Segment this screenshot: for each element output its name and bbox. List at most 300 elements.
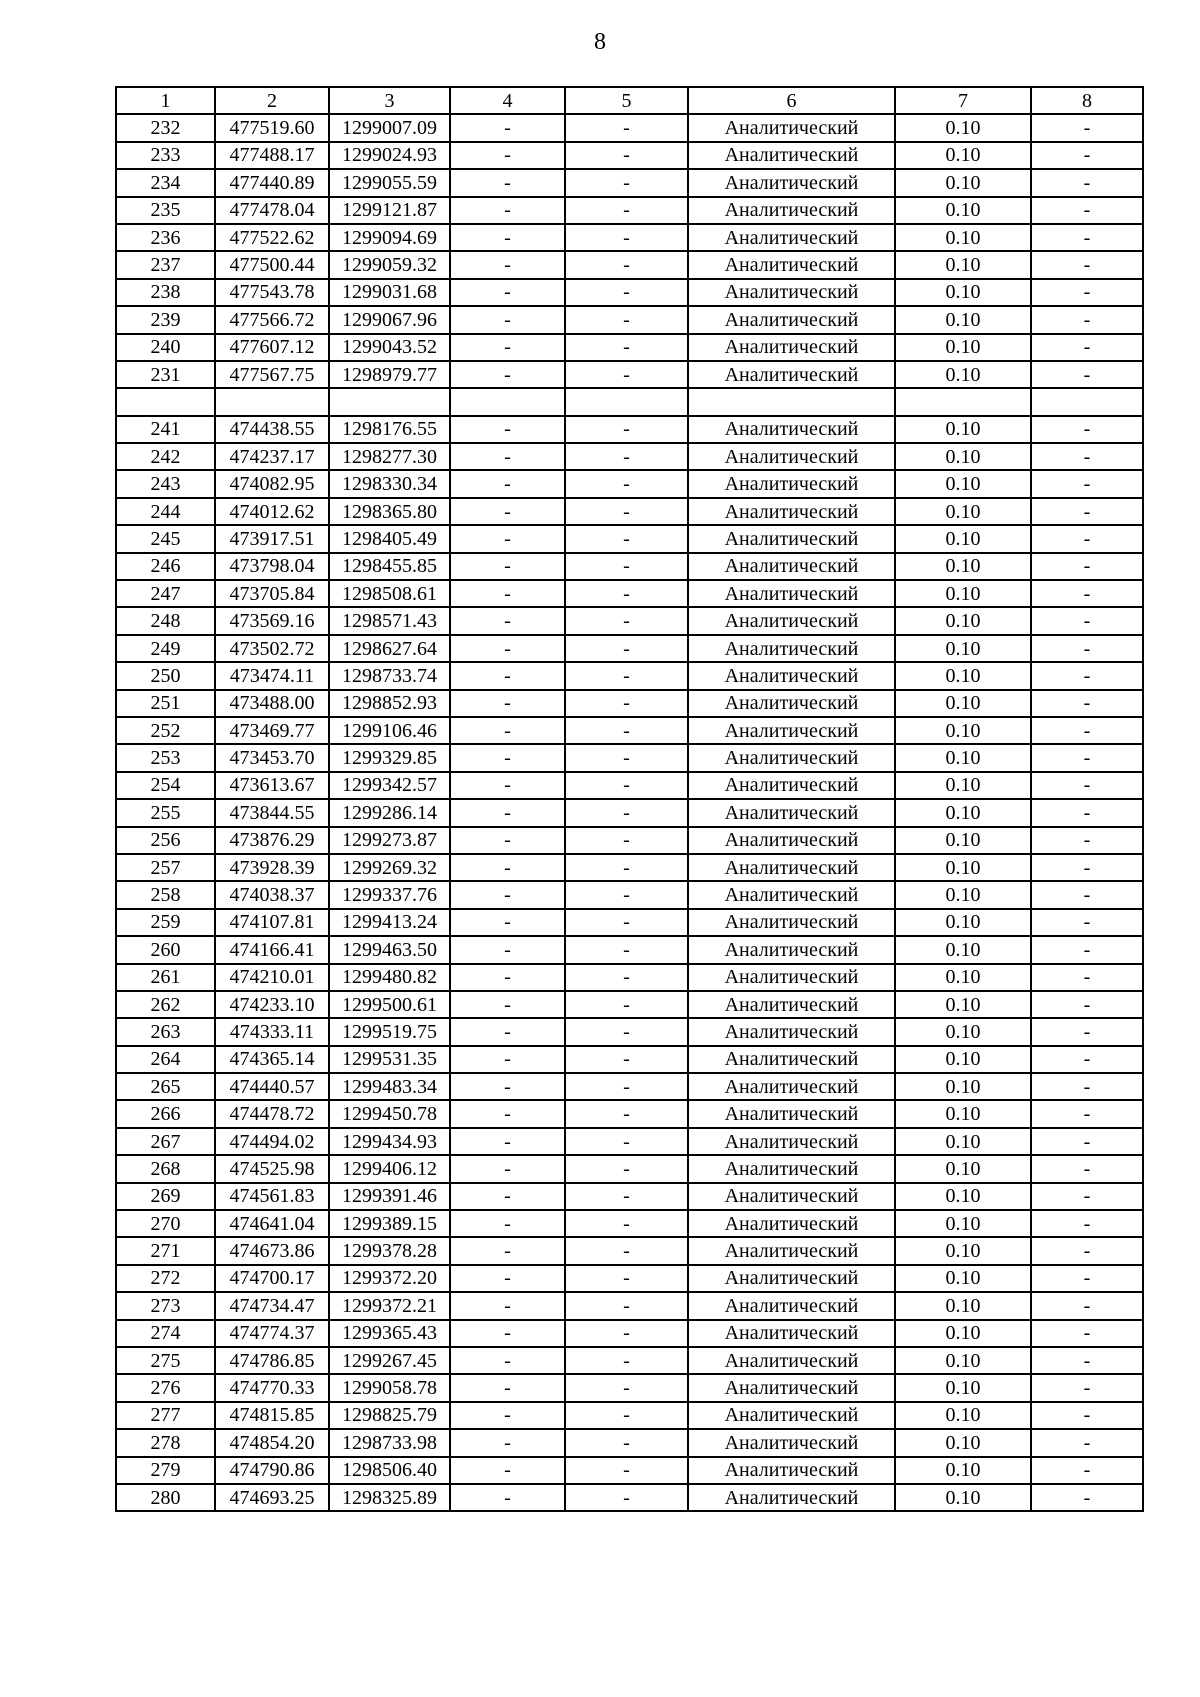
table-cell: 1299406.12	[329, 1155, 450, 1182]
table-cell: -	[450, 1374, 565, 1401]
table-cell: 1299531.35	[329, 1046, 450, 1073]
table-cell: 0.10	[895, 470, 1031, 497]
table-cell: -	[450, 197, 565, 224]
table-cell: -	[1031, 1347, 1143, 1374]
table-cell: -	[1031, 416, 1143, 443]
column-header: 8	[1031, 87, 1143, 114]
table-cell: 1299043.52	[329, 334, 450, 361]
table-cell: -	[1031, 1484, 1143, 1511]
table-cell: -	[450, 114, 565, 141]
table-cell: 474012.62	[215, 498, 329, 525]
table-cell: -	[565, 525, 688, 552]
table-cell: -	[450, 1457, 565, 1484]
table-cell: 0.10	[895, 909, 1031, 936]
table-cell: 255	[116, 799, 215, 826]
table-cell: 0.10	[895, 1155, 1031, 1182]
table-cell: 0.10	[895, 142, 1031, 169]
table-cell: 268	[116, 1155, 215, 1182]
table-cell: 474815.85	[215, 1402, 329, 1429]
table-cell: 0.10	[895, 416, 1031, 443]
table-cell: 244	[116, 498, 215, 525]
table-row	[116, 1402, 1143, 1429]
table-cell: 1298455.85	[329, 553, 450, 580]
table-cell: Аналитический	[688, 306, 895, 333]
table-cell: 270	[116, 1210, 215, 1237]
table-row	[116, 1265, 1143, 1292]
table-row	[116, 635, 1143, 662]
table-cell: 252	[116, 717, 215, 744]
table-cell: 1298330.34	[329, 470, 450, 497]
table-cell: -	[565, 1073, 688, 1100]
table-cell: 477607.12	[215, 334, 329, 361]
table-cell: 0.10	[895, 553, 1031, 580]
table-row	[116, 470, 1143, 497]
table-cell: 0.10	[895, 772, 1031, 799]
table-cell: -	[1031, 279, 1143, 306]
table-cell: 235	[116, 197, 215, 224]
coordinates-table	[115, 86, 1144, 1512]
table-cell: Аналитический	[688, 525, 895, 552]
table-cell: 264	[116, 1046, 215, 1073]
table-cell: -	[450, 1237, 565, 1264]
table-cell: 1299031.68	[329, 279, 450, 306]
table-cell: 474774.37	[215, 1320, 329, 1347]
table-cell: 474641.04	[215, 1210, 329, 1237]
table-cell: Аналитический	[688, 279, 895, 306]
table-cell: 0.10	[895, 662, 1031, 689]
table-cell: 280	[116, 1484, 215, 1511]
table-cell: -	[565, 334, 688, 361]
table-cell: 0.10	[895, 224, 1031, 251]
table-cell: Аналитический	[688, 799, 895, 826]
table-cell: 1298571.43	[329, 607, 450, 634]
table-cell: 1298365.80	[329, 498, 450, 525]
table-cell: 0.10	[895, 744, 1031, 771]
table-row	[116, 1457, 1143, 1484]
table-cell: -	[1031, 1429, 1143, 1456]
table-row	[116, 1046, 1143, 1073]
table-cell: -	[450, 799, 565, 826]
table-cell: 0.10	[895, 1429, 1031, 1456]
table-row	[116, 1100, 1143, 1127]
table-cell: 473469.77	[215, 717, 329, 744]
table-cell: 0.10	[895, 114, 1031, 141]
table-cell: 1299372.21	[329, 1292, 450, 1319]
table-cell: 0.10	[895, 1347, 1031, 1374]
table-cell: 259	[116, 909, 215, 936]
table-cell: 1299286.14	[329, 799, 450, 826]
table-cell: 1299121.87	[329, 197, 450, 224]
table-cell: 256	[116, 827, 215, 854]
table-cell: 1299483.34	[329, 1073, 450, 1100]
table-body	[116, 114, 1143, 1511]
table-cell: 1299372.20	[329, 1265, 450, 1292]
table-cell: 236	[116, 224, 215, 251]
table-cell: -	[565, 1046, 688, 1073]
table-cell: Аналитический	[688, 1018, 895, 1045]
table-cell: 1299067.96	[329, 306, 450, 333]
table-row	[116, 580, 1143, 607]
table-cell: -	[565, 580, 688, 607]
table-cell: -	[565, 854, 688, 881]
table-cell: -	[565, 169, 688, 196]
table-cell: Аналитический	[688, 1484, 895, 1511]
table-cell: 241	[116, 416, 215, 443]
table-cell: 242	[116, 443, 215, 470]
table-cell: -	[565, 772, 688, 799]
table-cell: Аналитический	[688, 991, 895, 1018]
table-cell: 0.10	[895, 443, 1031, 470]
table-cell: 474770.33	[215, 1374, 329, 1401]
table-cell: 474673.86	[215, 1237, 329, 1264]
table-cell: Аналитический	[688, 1155, 895, 1182]
table-cell: 473917.51	[215, 525, 329, 552]
table-cell: -	[1031, 470, 1143, 497]
table-cell: -	[565, 690, 688, 717]
table-cell: 0.10	[895, 1484, 1031, 1511]
table-cell: 245	[116, 525, 215, 552]
table-cell: 474166.41	[215, 936, 329, 963]
table-cell: -	[1031, 635, 1143, 662]
table-cell: -	[450, 909, 565, 936]
table-cell: 0.10	[895, 1292, 1031, 1319]
table-row	[116, 1210, 1143, 1237]
table-cell	[329, 388, 450, 415]
table-cell: -	[565, 799, 688, 826]
table-cell: 0.10	[895, 1128, 1031, 1155]
table-cell: 474478.72	[215, 1100, 329, 1127]
table-cell: Аналитический	[688, 690, 895, 717]
table-cell: -	[450, 1265, 565, 1292]
table-cell: 0.10	[895, 1265, 1031, 1292]
table-cell: -	[1031, 1100, 1143, 1127]
table-cell: -	[565, 662, 688, 689]
table-cell: 473488.00	[215, 690, 329, 717]
table-cell: -	[450, 1046, 565, 1073]
table-cell: Аналитический	[688, 1265, 895, 1292]
table-cell: 473474.11	[215, 662, 329, 689]
table-cell: Аналитический	[688, 1046, 895, 1073]
table-cell: Аналитический	[688, 607, 895, 634]
table-cell: 0.10	[895, 1210, 1031, 1237]
table-row	[116, 142, 1143, 169]
table-cell: -	[565, 964, 688, 991]
table-cell: 239	[116, 306, 215, 333]
table-cell: 1299365.43	[329, 1320, 450, 1347]
table-cell: -	[1031, 251, 1143, 278]
table-cell: -	[450, 525, 565, 552]
table-cell: -	[450, 470, 565, 497]
table-cell: 477478.04	[215, 197, 329, 224]
table-cell: Аналитический	[688, 772, 895, 799]
table-row	[116, 964, 1143, 991]
table-cell: Аналитический	[688, 251, 895, 278]
table-row	[116, 443, 1143, 470]
table-cell: Аналитический	[688, 1292, 895, 1319]
table-cell: -	[1031, 580, 1143, 607]
table-row	[116, 525, 1143, 552]
table-cell: -	[565, 416, 688, 443]
table-cell: 0.10	[895, 334, 1031, 361]
table-cell: 0.10	[895, 1320, 1031, 1347]
table-cell: 231	[116, 361, 215, 388]
table-cell: 0.10	[895, 1402, 1031, 1429]
table-cell: Аналитический	[688, 361, 895, 388]
table-cell: 1299519.75	[329, 1018, 450, 1045]
table-cell: 1298405.49	[329, 525, 450, 552]
table-cell: Аналитический	[688, 881, 895, 908]
table-cell: 278	[116, 1429, 215, 1456]
table-cell: -	[565, 717, 688, 744]
table-cell: -	[450, 1347, 565, 1374]
table-cell: Аналитический	[688, 717, 895, 744]
table-cell: -	[565, 443, 688, 470]
table-cell: 1299058.78	[329, 1374, 450, 1401]
table-cell: 474693.25	[215, 1484, 329, 1511]
table-cell: -	[565, 251, 688, 278]
table-cell: 1299024.93	[329, 142, 450, 169]
table-row	[116, 416, 1143, 443]
table-cell: -	[565, 114, 688, 141]
table-cell: -	[450, 1018, 565, 1045]
table-cell: -	[565, 881, 688, 908]
table-row	[116, 388, 1143, 415]
table-cell: 234	[116, 169, 215, 196]
table-cell: 477488.17	[215, 142, 329, 169]
table-cell: Аналитический	[688, 854, 895, 881]
column-header: 2	[215, 87, 329, 114]
table-cell: 0.10	[895, 1183, 1031, 1210]
table-cell: 1299413.24	[329, 909, 450, 936]
table-cell: -	[450, 334, 565, 361]
table-cell: 477440.89	[215, 169, 329, 196]
table-cell: 0.10	[895, 607, 1031, 634]
table-cell: -	[450, 361, 565, 388]
table-cell: 474107.81	[215, 909, 329, 936]
table-row	[116, 498, 1143, 525]
table-cell: -	[565, 1320, 688, 1347]
table-cell: Аналитический	[688, 1347, 895, 1374]
table-cell: -	[1031, 964, 1143, 991]
table-cell: 243	[116, 470, 215, 497]
table-cell	[215, 388, 329, 415]
table-cell: 258	[116, 881, 215, 908]
table-cell: Аналитический	[688, 1402, 895, 1429]
table-cell: -	[565, 1018, 688, 1045]
table-row	[116, 169, 1143, 196]
table-cell: 1299094.69	[329, 224, 450, 251]
table-cell: 473798.04	[215, 553, 329, 580]
table-cell: -	[450, 1073, 565, 1100]
table-cell: 0.10	[895, 1018, 1031, 1045]
table-cell: 277	[116, 1402, 215, 1429]
table-row	[116, 1018, 1143, 1045]
table-cell: Аналитический	[688, 169, 895, 196]
table-row	[116, 1484, 1143, 1511]
table-cell: -	[450, 662, 565, 689]
table-cell: 474233.10	[215, 991, 329, 1018]
table-cell: 0.10	[895, 1073, 1031, 1100]
table-cell: 276	[116, 1374, 215, 1401]
table-cell: -	[450, 607, 565, 634]
table-cell: 250	[116, 662, 215, 689]
table-cell: 262	[116, 991, 215, 1018]
table-cell	[565, 388, 688, 415]
table-cell: 1298325.89	[329, 1484, 450, 1511]
table-cell: 474333.11	[215, 1018, 329, 1045]
table-cell: -	[565, 1484, 688, 1511]
table-cell: 0.10	[895, 197, 1031, 224]
table-cell: 0.10	[895, 306, 1031, 333]
table-cell: Аналитический	[688, 443, 895, 470]
table-cell: -	[1031, 1210, 1143, 1237]
table-cell: -	[1031, 224, 1143, 251]
table-cell: Аналитический	[688, 1320, 895, 1347]
table-cell: 0.10	[895, 827, 1031, 854]
table-cell: 0.10	[895, 690, 1031, 717]
table-cell: 474440.57	[215, 1073, 329, 1100]
table-cell: 474786.85	[215, 1347, 329, 1374]
table-cell: -	[1031, 1237, 1143, 1264]
table-cell: Аналитический	[688, 224, 895, 251]
table-cell: 1299007.09	[329, 114, 450, 141]
table-cell: 0.10	[895, 1046, 1031, 1073]
table-row	[116, 334, 1143, 361]
table-cell	[1031, 388, 1143, 415]
table-cell: Аналитический	[688, 114, 895, 141]
table-cell: 269	[116, 1183, 215, 1210]
table-row	[116, 1292, 1143, 1319]
table-cell: 473453.70	[215, 744, 329, 771]
table-cell: 1298506.40	[329, 1457, 450, 1484]
table-cell: 474734.47	[215, 1292, 329, 1319]
table-cell: -	[1031, 525, 1143, 552]
table-cell: -	[450, 717, 565, 744]
table-cell: -	[1031, 334, 1143, 361]
table-cell: -	[565, 142, 688, 169]
table-cell: 1299269.32	[329, 854, 450, 881]
table-cell: Аналитический	[688, 553, 895, 580]
table-cell: 265	[116, 1073, 215, 1100]
table-cell: Аналитический	[688, 334, 895, 361]
table-cell: -	[450, 580, 565, 607]
table-cell: -	[565, 553, 688, 580]
table-cell: 1298508.61	[329, 580, 450, 607]
column-header: 3	[329, 87, 450, 114]
table-cell: 254	[116, 772, 215, 799]
table-cell: Аналитический	[688, 1210, 895, 1237]
table-cell: 1298627.64	[329, 635, 450, 662]
table-cell: 240	[116, 334, 215, 361]
table-row	[116, 1347, 1143, 1374]
table-cell: 274	[116, 1320, 215, 1347]
table-cell: -	[1031, 991, 1143, 1018]
table-cell: -	[565, 1374, 688, 1401]
table-cell: -	[1031, 854, 1143, 881]
table-row	[116, 279, 1143, 306]
table-cell: 271	[116, 1237, 215, 1264]
table-cell: 1299389.15	[329, 1210, 450, 1237]
table-cell: 0.10	[895, 1100, 1031, 1127]
table-cell: 474365.14	[215, 1046, 329, 1073]
table-cell: -	[1031, 114, 1143, 141]
table-cell: -	[1031, 772, 1143, 799]
table-cell: 477500.44	[215, 251, 329, 278]
table-cell: 477566.72	[215, 306, 329, 333]
table-cell: -	[450, 772, 565, 799]
table-cell: -	[565, 361, 688, 388]
table-row	[116, 1155, 1143, 1182]
table-cell: 1299059.32	[329, 251, 450, 278]
table-cell: -	[565, 607, 688, 634]
table-cell: Аналитический	[688, 662, 895, 689]
table-cell: 0.10	[895, 361, 1031, 388]
table-row	[116, 690, 1143, 717]
table-cell: -	[450, 1128, 565, 1155]
table-row	[116, 361, 1143, 388]
table-row	[116, 1320, 1143, 1347]
table-row	[116, 306, 1143, 333]
table-row	[116, 1073, 1143, 1100]
table-cell: 477522.62	[215, 224, 329, 251]
table-cell: -	[1031, 607, 1143, 634]
table-cell: Аналитический	[688, 964, 895, 991]
table-cell: -	[1031, 799, 1143, 826]
table-cell: 260	[116, 936, 215, 963]
table-cell: 233	[116, 142, 215, 169]
table-row	[116, 1237, 1143, 1264]
table-row	[116, 1374, 1143, 1401]
table-cell: 1299342.57	[329, 772, 450, 799]
table-cell: -	[1031, 142, 1143, 169]
table-cell: 0.10	[895, 717, 1031, 744]
table-cell: 1298277.30	[329, 443, 450, 470]
table-cell: Аналитический	[688, 744, 895, 771]
table-cell: -	[1031, 553, 1143, 580]
table-cell: -	[1031, 936, 1143, 963]
table-cell: 1299463.50	[329, 936, 450, 963]
table-cell: -	[450, 936, 565, 963]
table-cell: 474038.37	[215, 881, 329, 908]
table-cell: Аналитический	[688, 197, 895, 224]
table-cell: 1298979.77	[329, 361, 450, 388]
table-cell: 0.10	[895, 799, 1031, 826]
table-cell: -	[1031, 909, 1143, 936]
table-cell: 474438.55	[215, 416, 329, 443]
table-cell: -	[565, 1347, 688, 1374]
table-cell: 0.10	[895, 854, 1031, 881]
table-cell: 273	[116, 1292, 215, 1319]
table-cell: -	[450, 306, 565, 333]
table-cell: -	[1031, 498, 1143, 525]
table-cell: -	[450, 443, 565, 470]
table-cell: 0.10	[895, 251, 1031, 278]
table-cell: 1298825.79	[329, 1402, 450, 1429]
table-row	[116, 1128, 1143, 1155]
table-cell: 232	[116, 114, 215, 141]
table-cell	[895, 388, 1031, 415]
table-cell: -	[565, 1457, 688, 1484]
table-row	[116, 1429, 1143, 1456]
table-cell	[450, 388, 565, 415]
table-cell: -	[1031, 1073, 1143, 1100]
header-row	[116, 87, 1143, 114]
table-cell: 267	[116, 1128, 215, 1155]
table-cell: 0.10	[895, 881, 1031, 908]
table-row	[116, 854, 1143, 881]
table-cell: -	[450, 827, 565, 854]
table-cell: 238	[116, 279, 215, 306]
